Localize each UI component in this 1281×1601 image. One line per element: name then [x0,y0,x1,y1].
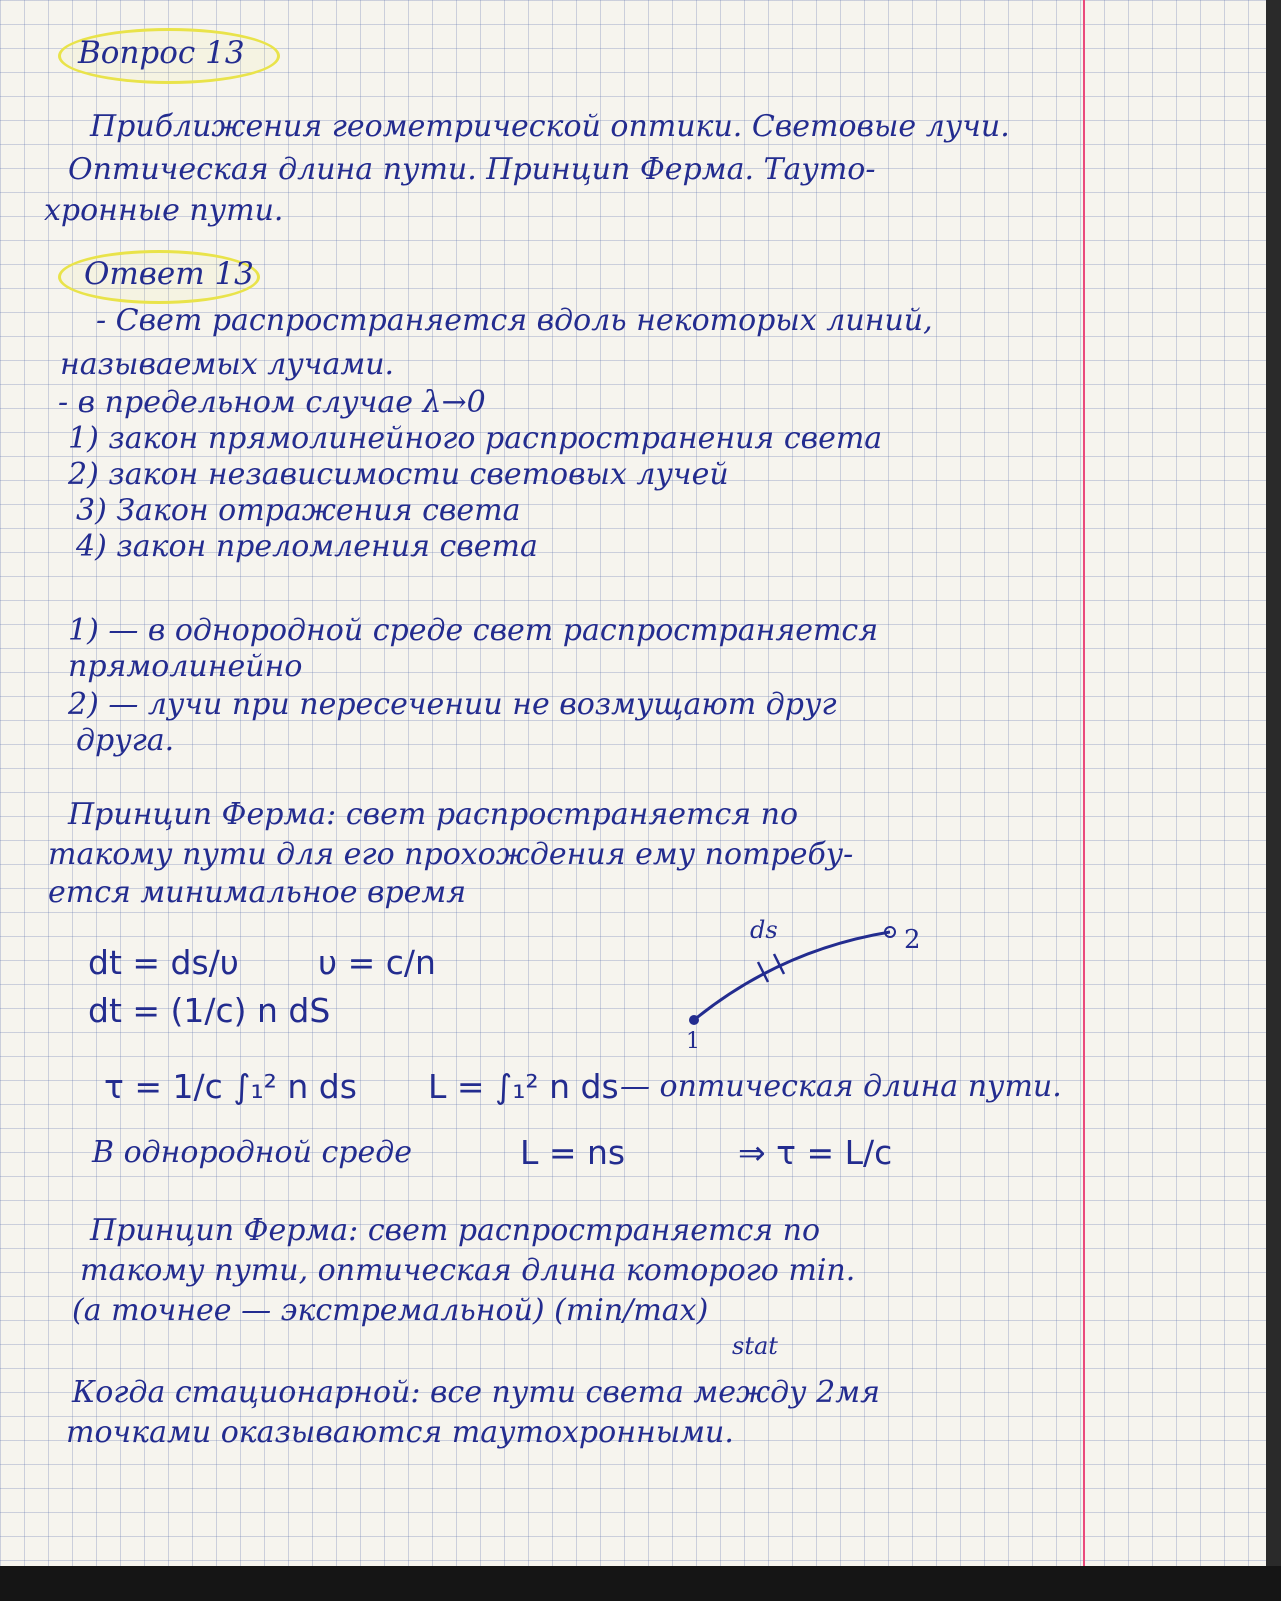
question-line-3: хронные пути. [44,193,284,228]
stationary-line-2: точками оказываются таутохронными. [66,1415,734,1450]
fermat-1-line-2: такому пути для его прохождения ему потребу- [48,837,854,872]
homogeneous-label: В однородной среде [92,1135,412,1170]
law-2: 2) закон независимости световых лучей [68,457,729,492]
formula-optical-length-caption: — оптическая длина пути. [620,1069,1062,1104]
explanation-2: 2) — лучи при пересечении не возмущают друг [68,687,837,722]
law-1: 1) закон прямолинейного распространения света [68,421,883,456]
fermat-1-line-1: Принцип Ферма: свет распространяется по [68,797,799,832]
fermat-2-line-2: такому пути, оптическая длина которого min. [80,1253,856,1288]
margin-line [1083,0,1085,1566]
stationary-line-1: Когда стационарной: все пути света между 2мя [72,1375,880,1410]
answer-label: Ответ 13 [84,256,254,292]
explanation-1b: прямолинейно [68,649,303,684]
question-line-2: Оптическая длина пути. Принцип Ферма. Тауто- [68,152,876,187]
formula-velocity: υ = c/n [318,943,436,982]
intro-line-1: - Свет распространяется вдоль некоторых линий, [96,303,933,338]
formula-tau: τ = 1/c ∫₁² n ds [104,1067,357,1106]
ds-label: ds [750,916,778,944]
formula-dt-1: dt = ds/υ [88,943,239,982]
question-line-1: Приближения геометрической оптики. Световые лучи. [90,109,1010,144]
page-edge-right [1266,0,1281,1601]
point-2-label: 2 [904,925,921,955]
page-edge-bottom [0,1566,1281,1601]
fermat-2-line-1: Принцип Ферма: свет распространяется по [90,1213,821,1248]
intro-line-2: называемых лучами. [60,347,395,382]
ray-path [694,932,890,1020]
fermat-2-line-3: (а точнее — экстремальной) (min/max) [72,1293,709,1328]
point-1-marker [689,1015,699,1025]
explanation-1: 1) — в однородной среде свет распространяется [68,613,879,648]
formula-tau-L: ⇒ τ = L/c [738,1133,893,1172]
law-3: 3) Закон отражения света [76,493,521,528]
explanation-2b: друга. [76,723,175,758]
fermat-1-line-3: ется минимальное время [48,875,467,910]
question-label: Вопрос 13 [78,35,245,71]
intro-line-3: - в предельном случае λ→0 [58,385,486,420]
formula-L-ns: L = ns [520,1133,626,1172]
formula-dt-2: dt = (1/c) n dS [88,991,331,1030]
stat-note: stat [732,1332,778,1360]
law-4: 4) закон преломления света [76,529,538,564]
ray-diagram [660,910,940,1054]
point-1-label: 1 [686,1029,700,1054]
formula-optical-length: L = ∫₁² n ds [428,1067,619,1106]
